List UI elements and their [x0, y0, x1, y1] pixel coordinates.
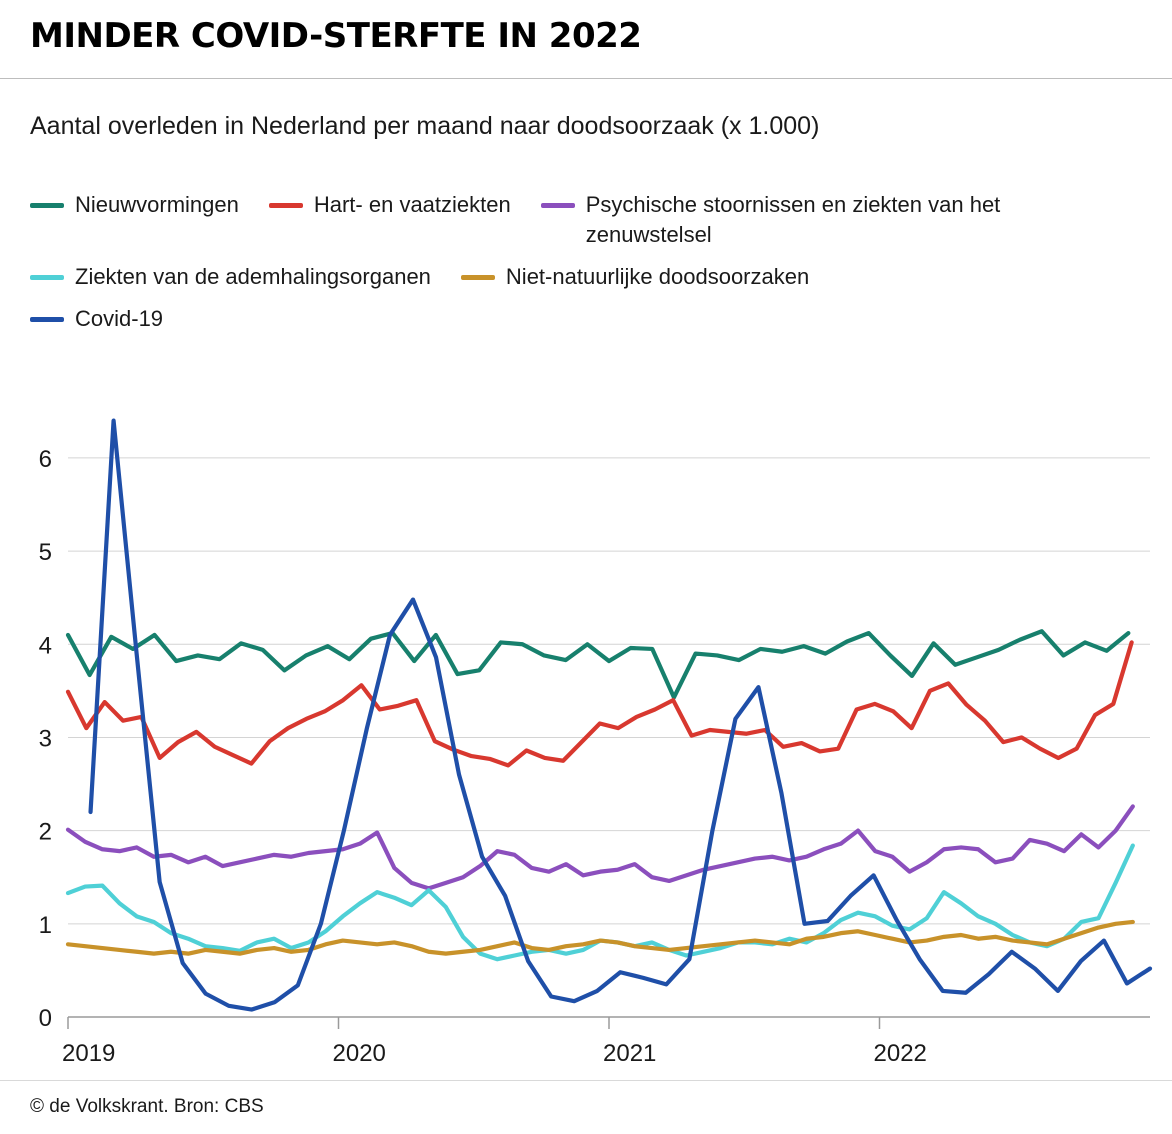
y-axis-tick-label: 1 [38, 911, 52, 939]
y-axis-tick-label: 5 [38, 539, 52, 567]
legend-item[interactable] [30, 304, 163, 334]
legend-label: Covid-19 [75, 306, 164, 331]
header-divider [0, 78, 1172, 79]
chart-subtitle: Aantal overleden in Nederland per maand naar doodsoorzaak (x 1.000) [30, 112, 820, 140]
legend-swatch-icon [30, 275, 64, 280]
series-line [68, 631, 1128, 697]
legend-item[interactable] [541, 190, 1026, 250]
line-chart [0, 372, 1172, 1072]
source-credit: © de Volkskrant. Bron: CBS [30, 1096, 264, 1117]
legend-row [30, 190, 1140, 250]
x-axis-tick-label: 2021 [603, 1040, 657, 1067]
legend-label: Nieuwvormingen [75, 192, 239, 217]
x-axis-tick-label: 2022 [873, 1040, 927, 1067]
legend-row [30, 304, 1140, 334]
legend-swatch-icon [461, 275, 495, 280]
legend-swatch-icon [30, 317, 64, 322]
y-axis-tick-label: 0 [38, 1005, 52, 1032]
legend-swatch-icon [269, 203, 303, 208]
legend-item[interactable] [30, 262, 431, 292]
y-axis-tick-label: 4 [38, 632, 52, 660]
legend-label: Niet-natuurlijke doodsoorzaken [505, 264, 810, 289]
x-axis-tick-label: 2019 [62, 1040, 116, 1067]
legend-row [30, 262, 1140, 292]
y-axis-tick-label: 6 [38, 445, 52, 473]
footer-divider [0, 1080, 1172, 1081]
legend-item[interactable] [30, 190, 239, 220]
legend-label: Psychische stoornissen en ziekten van het zenuwstelsel [585, 192, 1001, 247]
chart-legend [30, 190, 1140, 346]
chart-area [0, 372, 1172, 1072]
legend-swatch-icon [541, 203, 575, 208]
x-axis-tick-label: 2020 [332, 1040, 386, 1067]
legend-label: Ziekten van de ademhalingsorganen [75, 264, 431, 289]
series-line [68, 806, 1133, 888]
legend-item[interactable] [269, 190, 511, 220]
y-axis-tick-label: 3 [38, 725, 52, 753]
legend-swatch-icon [30, 203, 64, 208]
page-title: MINDER COVID-STERFTE IN 2022 [30, 16, 642, 56]
legend-item[interactable] [461, 262, 809, 292]
legend-label: Hart- en vaatziekten [313, 192, 511, 217]
y-axis-tick-label: 2 [38, 818, 52, 846]
